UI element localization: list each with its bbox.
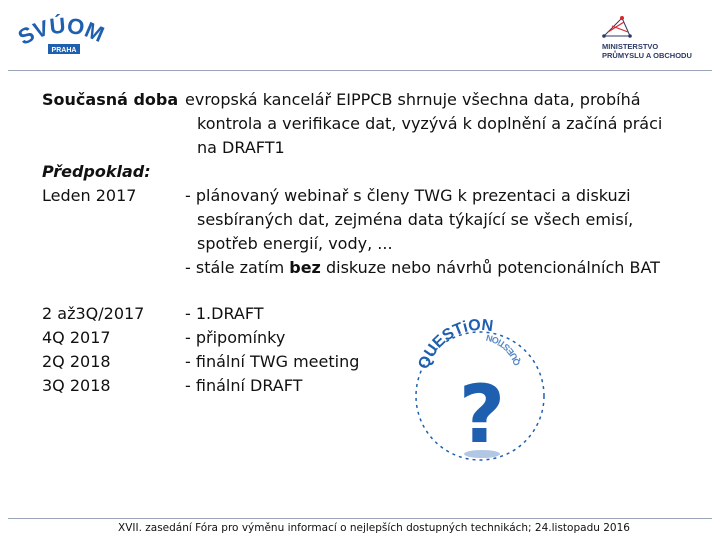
schedule-when-1: 4Q 2017 xyxy=(42,328,111,347)
ministry-line2: PRŮMYSLU A OBCHODU xyxy=(602,51,692,60)
plan-line-4-post: diskuze nebo návrhů potencionálních BAT xyxy=(320,258,660,277)
current-line-1: evropská kancelář EIPPCB shrnuje všechna data, probíhá xyxy=(185,90,641,109)
logo-sub-text: PRAHA xyxy=(51,47,77,54)
question-arc-text-inner: QUESTiON xyxy=(484,332,523,367)
footer-text: XVII. zasedání Fóra pro výměnu informací o nejlepších dostupných technikách; 24.listopadu 2016 xyxy=(118,522,630,534)
footer-rule xyxy=(8,518,712,519)
current-line-3: na DRAFT1 xyxy=(197,138,285,157)
label-current: Současná doba xyxy=(42,90,179,109)
plan-line-2: sesbíraných dat, zejména data týkající se všech emisí, xyxy=(197,210,634,229)
logo-word-text: SVÚOM xyxy=(14,14,108,50)
question-symbol: ? xyxy=(458,368,506,461)
plan-line-3: spotřeb energií, vody, ... xyxy=(197,234,393,253)
svg-text:QUESTiON xyxy=(415,317,494,372)
plan-line-4-bold: bez xyxy=(289,258,321,277)
plan-line-4 xyxy=(185,256,660,280)
label-assumption: Předpoklad: xyxy=(42,162,151,181)
schedule-when-3: 3Q 2018 xyxy=(42,376,111,395)
ministry-line1: MINISTERSTVO xyxy=(602,42,659,51)
svuom-logo xyxy=(14,14,114,64)
schedule-when-2: 2Q 2018 xyxy=(42,352,111,371)
ministry-emblem-icon xyxy=(602,16,632,38)
label-january: Leden 2017 xyxy=(42,186,137,205)
schedule-what-2: - finální TWG meeting xyxy=(185,352,360,371)
plan-line-4-pre: - stále zatím xyxy=(185,258,290,277)
question-arc-text: QUESTiON xyxy=(415,316,495,372)
schedule-what-1: - připomínky xyxy=(185,328,286,347)
ministry-logo xyxy=(594,12,706,74)
schedule-what-3: - finální DRAFT xyxy=(185,376,303,395)
plan-line-1: - plánovaný webinař s členy TWG k prezentaci a diskuzi xyxy=(185,186,631,205)
header-rule xyxy=(8,70,712,71)
schedule-what-0: - 1.DRAFT xyxy=(185,304,264,323)
schedule-when-0: 2 až3Q/2017 xyxy=(42,304,145,323)
question-mark-graphic xyxy=(400,314,560,464)
current-line-2: kontrola a verifikace dat, vyzývá k doplnění a začíná práci xyxy=(197,114,663,133)
svg-text:QUESTiON xyxy=(485,333,522,367)
